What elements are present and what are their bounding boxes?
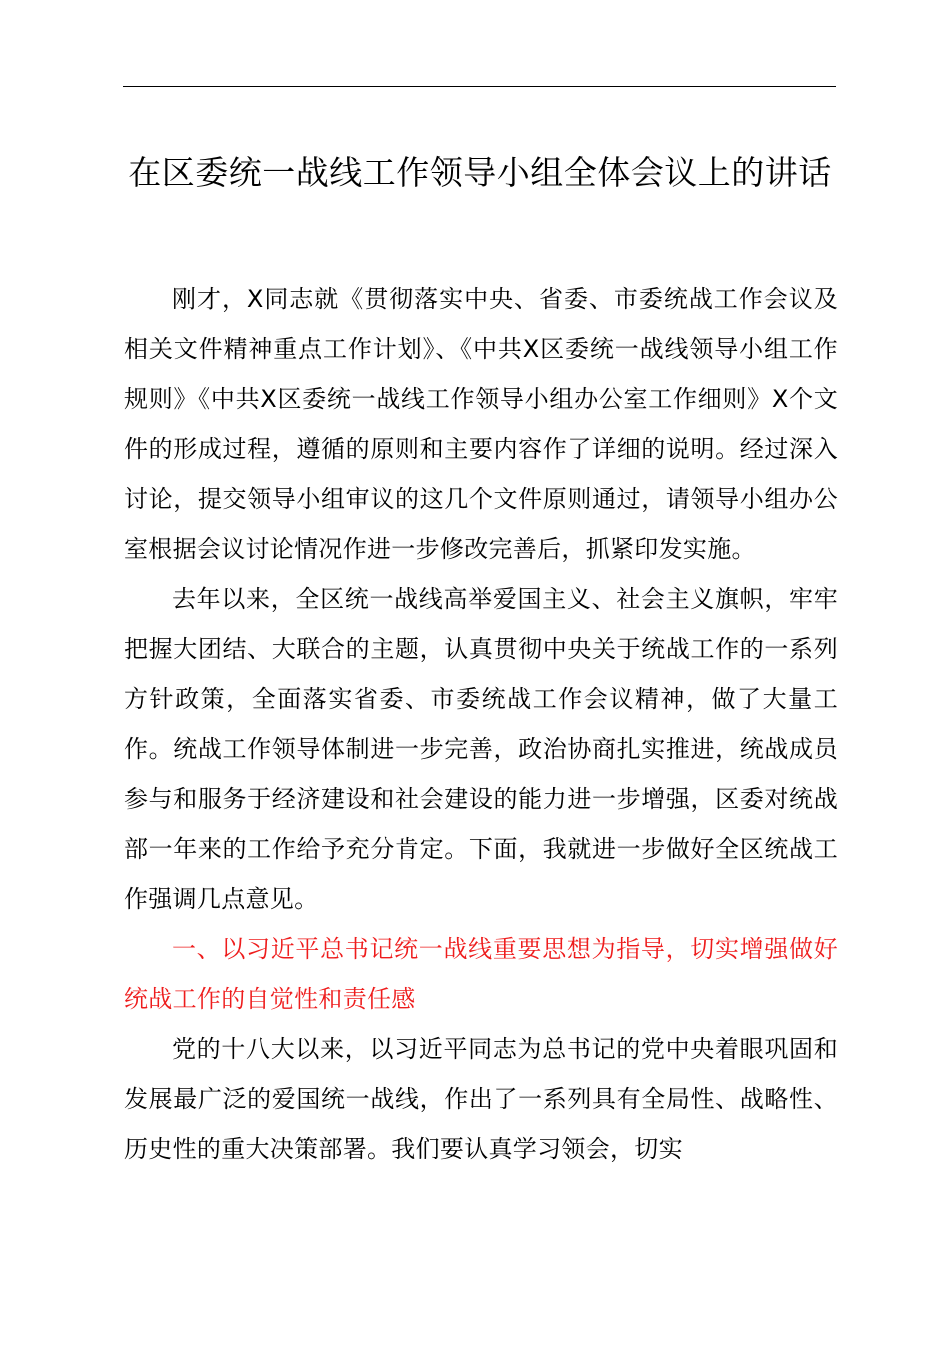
paragraph-1: 刚才，X同志就《贯彻落实中央、省委、市委统战工作会议及相关文件精神重点工作计划》、《中共X区委统一战线领导小组工作规则》《中共X区委统一战线工作领导小组办公室工作细则》X个文件的形成过程，遵循的原则和主要内容作了详细的说明。经过深入讨论，提交领导小组审议的这几个文件原则通过，请领导小组办公室根据会议讨论情况作进一步修改完善后，抓紧印发实施。 [124,285,838,563]
document-title: 在区委统一战线工作领导小组全体会议上的讲话 [128,153,832,192]
header-rule [123,86,836,87]
section-heading-1: 一、以习近平总书记统一战线重要思想为指导，切实增强做好统战工作的自觉性和责任感 [124,935,838,1013]
paragraph-3: 党的十八大以来，以习近平同志为总书记的党中央着眼巩固和发展最广泛的爱国统一战线，作出了一系列具有全局性、战略性、历史性的重大决策部署。我们要认真学习领会，切实 [124,1035,838,1163]
document-body [124,274,838,1174]
paragraph-2: 去年以来，全区统一战线高举爱国主义、社会主义旗帜，牢牢把握大团结、大联合的主题，认真贯彻中央关于统战工作的一系列方针政策，全面落实省委、市委统战工作会议精神，做了大量工作。统战工作领导体制进一步完善，政治协商扎实推进，统战成员参与和服务于经济建设和社会建设的能力进一步增强，区委对统战部一年来的工作给予充分肯定。下面，我就进一步做好全区统战工作强调几点意见。 [124,585,838,913]
